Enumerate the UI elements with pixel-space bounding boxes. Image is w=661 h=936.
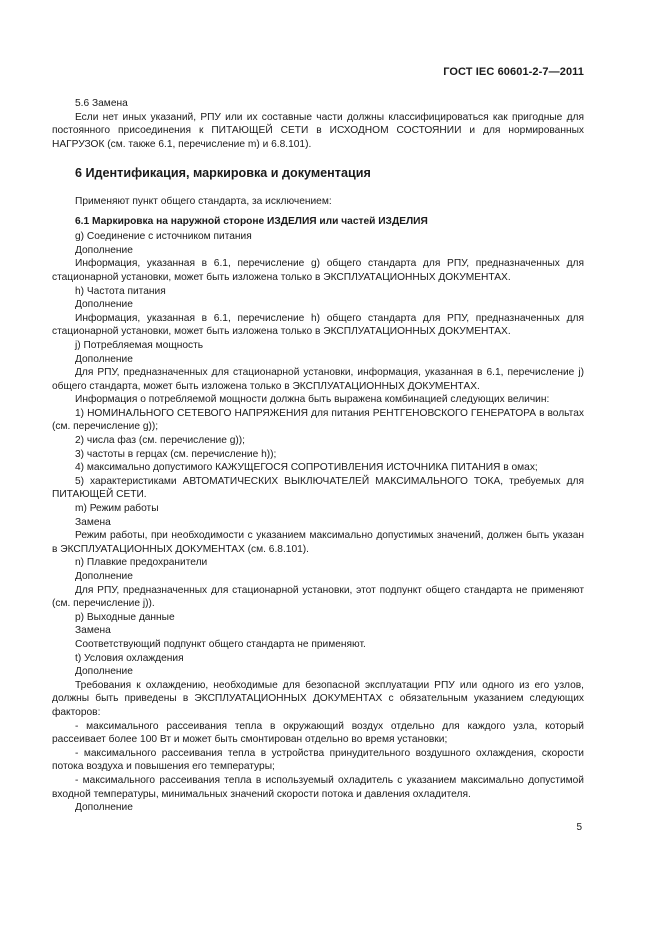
clause-5-6-title: 5.6 Замена: [75, 98, 128, 109]
item-t-label: Дополнение: [75, 666, 133, 678]
item-j-list-3: 3) частоты в герцах (см. перечисление h));: [75, 448, 277, 460]
item-j-text: Для РПУ, предназначенных для стационарной установки, информация, указанная в 6.1, перечисление j) общего стандарта, может быть изложена только в ЭКСПЛУАТАЦИОННЫХ ДОКУМЕНТАХ.: [52, 367, 584, 392]
item-j-list-2: 2) числа фаз (см. перечисление g));: [75, 435, 245, 447]
item-n-text: Для РПУ, предназначенных для стационарной установки, этот подпункт общего стандарта не применяют (см. перечисление j)).: [52, 584, 584, 610]
document-header: ГОСТ IEC 60601-2-7—2011: [443, 66, 584, 78]
item-j-label: Дополнение: [75, 353, 133, 365]
item-t-addition-label: Дополнение: [75, 802, 133, 814]
item-j-list-4: 4) максимально допустимого КАЖУЩЕГОСЯ СОПРОТИВЛЕНИЯ ИСТОЧНИКА ПИТАНИЯ в омах;: [75, 462, 538, 474]
item-p-heading: p) Выходные данные: [75, 611, 175, 623]
item-g-heading: g) Соединение с источником питания: [75, 231, 252, 243]
item-h-label: Дополнение: [75, 299, 133, 311]
section-6-title: 6 Идентификация, маркировка и документация: [75, 166, 371, 181]
item-j-power-intro: Информация о потребляемой мощности должна быть выражена комбинацией следующих величин:: [75, 394, 550, 406]
item-g-text: Информация, указанная в 6.1, перечисление g) общего стандарта для РПУ, предназначенных для стационарной установки, может быть изложена только в ЭКСПЛУАТАЦИОННЫХ ДОКУМЕНТАХ.: [52, 258, 584, 283]
item-t-text: Требования к охлаждению, необходимые для безопасной эксплуатации РПУ или одного из его узлов, должны быть приведены в ЭКСПЛУАТАЦИОННЫХ ДОКУМЕНТАХ с обязательным указанием следующих факторов:: [52, 679, 584, 718]
item-n-label: Дополнение: [75, 571, 133, 582]
item-j-heading: j) Потребляемая мощность: [75, 339, 204, 351]
subsection-6-1-title: 6.1 Маркировка на наружной стороне ИЗДЕЛИЯ или частей ИЗДЕЛИЯ: [75, 215, 428, 227]
item-t-bullet-1: - максимального рассеивания тепла в окружающий воздух отдельно для каждого узла, который рассеивает более 100 Вт и может быть смонтирован отдельно во время установки;: [52, 720, 584, 746]
item-h-heading: h) Частота питания: [75, 285, 166, 297]
item-m-label: Замена: [75, 516, 111, 528]
section-6-intro: Применяют пункт общего стандарта, за исключением:: [75, 195, 332, 207]
item-g-label: Дополнение: [75, 244, 133, 256]
item-j-list-1: 1) НОМИНАЛЬНОГО СЕТЕВОГО НАПРЯЖЕНИЯ для питания РЕНТГЕНОВСКОГО ГЕНЕРАТОРА в вольтах (см. перечисление g));: [52, 407, 584, 433]
page-number: 5: [576, 822, 582, 833]
item-m-heading: m) Режим работы: [75, 503, 159, 515]
item-j-list-5: 5) характеристиками АВТОМАТИЧЕСКИХ ВЫКЛЮЧАТЕЛЕЙ МАКСИМАЛЬНОГО ТОКА, требуемых для ПИТАЮЩЕЙ СЕТИ.: [52, 475, 584, 501]
item-h-text: Информация, указанная в 6.1, перечисление h) общего стандарта для РПУ, предназначенных для стационарной установки, может быть изложена только в ЭКСПЛУАТАЦИОННЫХ ДОКУМЕНТАХ.: [52, 312, 584, 338]
item-p-text: Соответствующий подпункт общего стандарта не применяют.: [75, 638, 366, 650]
item-p-label: Замена: [75, 625, 111, 637]
item-t-heading: t) Условия охлаждения: [75, 652, 184, 664]
item-n-heading: n) Плавкие предохранители: [75, 557, 208, 569]
item-m-text: Режим работы, при необходимости с указанием максимально допустимых значений, должен быть указан в ЭКСПЛУАТАЦИОННЫХ ДОКУМЕНТАХ (см. 6.8.101).: [52, 530, 584, 555]
clause-5-6-body: Если нет иных указаний, РПУ или их составные части должны классифицироваться как пригодные для постоянного присоединения к ПИТАЮЩЕЙ СЕТИ в ИСХОДНОМ СОСТОЯНИИ и для нормированных НАГРУЗОК (см. также 6.1, перечисление m) и 6.8.101).: [52, 111, 584, 150]
item-t-bullet-2: - максимального рассеивания тепла в устройства принудительного воздушного охлаждения, скорости потока воздуха и повышения его температуры;: [52, 747, 584, 773]
item-t-bullet-3: - максимального рассеивания тепла в используемый охладитель с указанием максимально допустимой входной температуры, минимальных значений скорости потока и давления охладителя.: [52, 774, 584, 800]
document-body: [52, 97, 584, 815]
